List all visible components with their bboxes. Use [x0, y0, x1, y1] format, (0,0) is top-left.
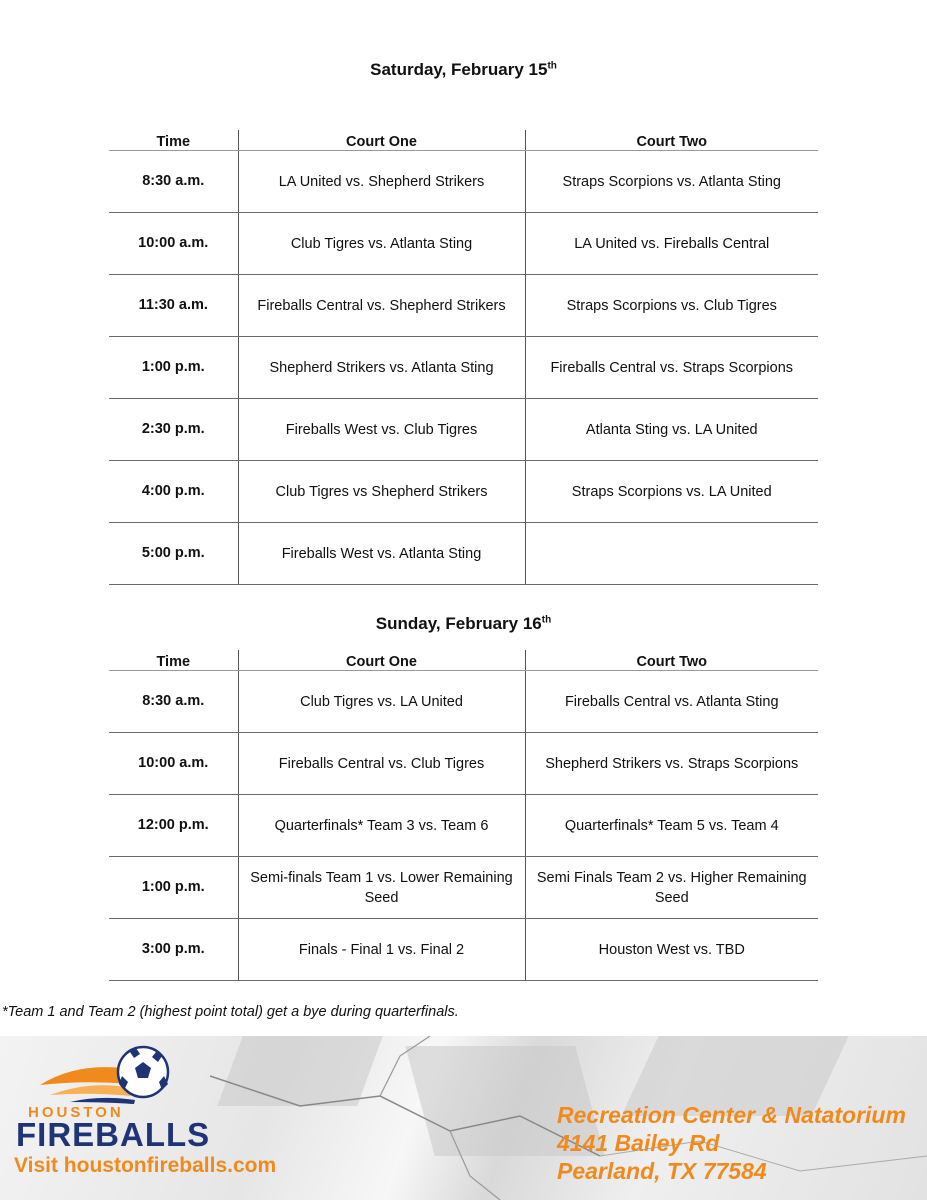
- sunday-title-suffix: th: [541, 614, 552, 626]
- time-cell: 5:00 p.m.: [109, 523, 238, 585]
- time-cell: 8:30 a.m.: [109, 671, 238, 733]
- saturday-title-text: Saturday, February 15: [370, 60, 548, 79]
- time-cell: 8:30 a.m.: [109, 151, 238, 213]
- court-one-cell: Semi-finals Team 1 vs. Lower Remaining Seed: [238, 857, 525, 919]
- court-two-cell: Straps Scorpions vs. Atlanta Sting: [525, 151, 818, 213]
- court-two-cell: Houston West vs. TBD: [525, 919, 818, 981]
- sunday-title-text: Sunday, February 16: [375, 614, 542, 633]
- table-row: [109, 399, 818, 461]
- court-one-cell: Fireballs Central vs. Shepherd Strikers: [238, 275, 525, 337]
- time-cell: 1:00 p.m.: [109, 337, 238, 399]
- header-time: Time: [109, 130, 238, 151]
- court-two-cell: Fireballs Central vs. Straps Scorpions: [525, 337, 818, 399]
- time-cell: 11:30 a.m.: [109, 275, 238, 337]
- fireball-soccer-ball-icon: [40, 1040, 170, 1110]
- time-cell: 10:00 a.m.: [109, 733, 238, 795]
- court-two-cell: Shepherd Strikers vs. Straps Scorpions: [525, 733, 818, 795]
- table-row: [109, 213, 818, 275]
- website-link[interactable]: Visit houstonfireballs.com: [14, 1154, 277, 1177]
- table-row: [109, 275, 818, 337]
- venue-name: Recreation Center & Natatorium: [557, 1102, 906, 1128]
- court-one-cell: Fireballs West vs. Atlanta Sting: [238, 523, 525, 585]
- table-row: [109, 337, 818, 399]
- court-one-cell: Club Tigres vs. LA United: [238, 671, 525, 733]
- bye-footnote: *Team 1 and Team 2 (highest point total) get a bye during quarterfinals.: [2, 1004, 459, 1020]
- crack-line: [210, 1076, 600, 1156]
- court-two-cell: LA United vs. Fireballs Central: [525, 213, 818, 275]
- flame-trail-shape: [50, 1085, 132, 1096]
- time-cell: 12:00 p.m.: [109, 795, 238, 857]
- table-row: [109, 919, 818, 981]
- time-cell: 1:00 p.m.: [109, 857, 238, 919]
- header-court-one: Court One: [238, 650, 525, 671]
- court-one-cell: Fireballs Central vs. Club Tigres: [238, 733, 525, 795]
- sunday-schedule-table: [109, 650, 818, 981]
- court-one-cell: Fireballs West vs. Club Tigres: [238, 399, 525, 461]
- time-cell: 2:30 p.m.: [109, 399, 238, 461]
- logo-houston-text: HOUSTON: [28, 1104, 124, 1121]
- time-cell: 4:00 p.m.: [109, 461, 238, 523]
- crack-line: [380, 1036, 430, 1096]
- table-row: [109, 671, 818, 733]
- header-court-one: Court One: [238, 130, 525, 151]
- table-header-row: [109, 650, 818, 671]
- logo-fireballs-text: FIREBALLS: [16, 1116, 211, 1153]
- header-court-two: Court Two: [525, 650, 818, 671]
- table-header-row: [109, 130, 818, 151]
- court-two-cell: Quarterfinals* Team 5 vs. Team 4: [525, 795, 818, 857]
- table-row: [109, 733, 818, 795]
- court-one-cell: Quarterfinals* Team 3 vs. Team 6: [238, 795, 525, 857]
- table-row: [109, 151, 818, 213]
- court-two-cell: Straps Scorpions vs. LA United: [525, 461, 818, 523]
- court-two-cell: [525, 523, 818, 585]
- sunday-title: [0, 614, 927, 634]
- saturday-title-suffix: th: [547, 60, 557, 72]
- crack-line: [450, 1131, 500, 1200]
- court-one-cell: LA United vs. Shepherd Strikers: [238, 151, 525, 213]
- table-row: [109, 857, 818, 919]
- table-row: [109, 523, 818, 585]
- saturday-schedule-table: [109, 130, 818, 585]
- court-one-cell: Club Tigres vs. Atlanta Sting: [238, 213, 525, 275]
- table-row: [109, 461, 818, 523]
- venue-street: 4141 Bailey Rd: [557, 1130, 720, 1156]
- court-two-cell: Straps Scorpions vs. Club Tigres: [525, 275, 818, 337]
- court-one-cell: Shepherd Strikers vs. Atlanta Sting: [238, 337, 525, 399]
- header-court-two: Court Two: [525, 130, 818, 151]
- court-two-cell: Fireballs Central vs. Atlanta Sting: [525, 671, 818, 733]
- saturday-title: [0, 60, 927, 80]
- table-row: [109, 795, 818, 857]
- time-cell: 10:00 a.m.: [109, 213, 238, 275]
- court-one-cell: Club Tigres vs Shepherd Strikers: [238, 461, 525, 523]
- court-two-cell: Atlanta Sting vs. LA United: [525, 399, 818, 461]
- court-one-cell: Finals - Final 1 vs. Final 2: [238, 919, 525, 981]
- court-two-cell: Semi Finals Team 2 vs. Higher Remaining Seed: [525, 857, 818, 919]
- venue-city: Pearland, TX 77584: [557, 1158, 767, 1184]
- time-cell: 3:00 p.m.: [109, 919, 238, 981]
- header-time: Time: [109, 650, 238, 671]
